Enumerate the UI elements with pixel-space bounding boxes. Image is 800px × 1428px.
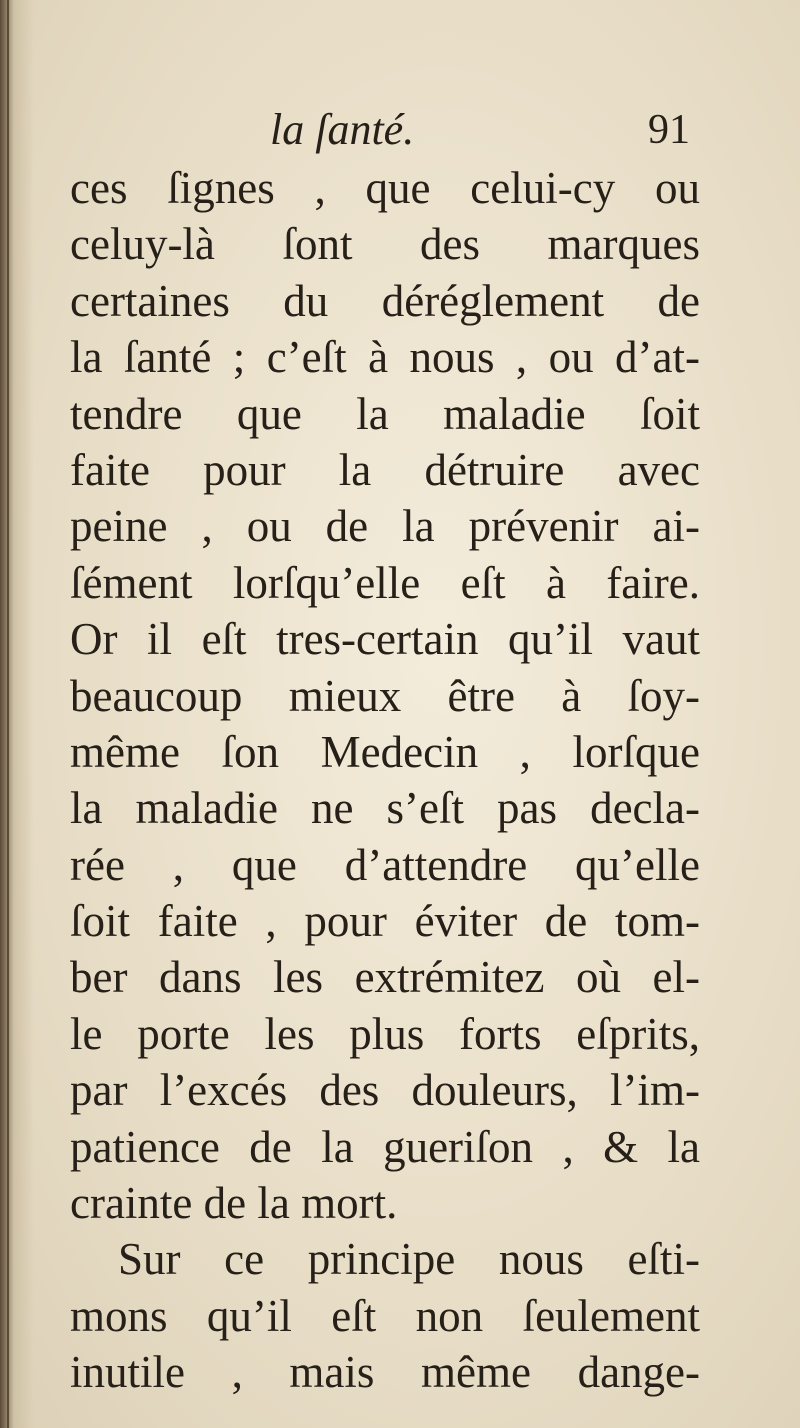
- text-line: le porte les plus forts eſprits,: [70, 1008, 700, 1059]
- text-line: la ſanté ; c’eſt à nous , ou d’at-: [70, 332, 700, 383]
- text-line: crainte de la mort.: [70, 1178, 398, 1229]
- body-text: [70, 160, 700, 1401]
- text-line: beaucoup mieux être à ſoy-: [70, 670, 700, 721]
- text-line: inutile , mais même dange-: [70, 1347, 700, 1398]
- text-line: faite pour la détruire avec: [70, 444, 700, 495]
- page-header: [60, 100, 690, 160]
- text-line: tendre que la maladie ſoit: [70, 388, 700, 439]
- text-line: la maladie ne s’eſt pas decla-: [70, 783, 700, 834]
- gutter-binding-line: [7, 0, 9, 1428]
- text-line: ſoit faite , pour éviter de tom-: [70, 896, 700, 947]
- book-gutter: [0, 0, 34, 1428]
- text-line: Sur ce principe nous eſti-: [118, 1234, 700, 1285]
- text-line: rée , que d’attendre qu’elle: [70, 839, 700, 890]
- running-title: la ſanté.: [270, 105, 415, 154]
- text-line: patience de la gueriſon , & la: [70, 1121, 700, 1172]
- text-line: par l’excés des douleurs, l’im-: [70, 1065, 700, 1116]
- text-line: ces ſignes , que celui-cy ou: [70, 163, 700, 213]
- text-line: ber dans les extrémitez où el-: [70, 952, 700, 1003]
- text-line: peine , ou de la prévenir ai-: [70, 501, 700, 552]
- text-line: mons qu’il eſt non ſeulement: [70, 1290, 700, 1341]
- text-line: certaines du déréglement de: [70, 275, 700, 326]
- text-line: celuy-là ſont des marques: [70, 219, 700, 270]
- text-line: même ſon Medecin , lorſque: [70, 726, 700, 777]
- text-line: ſément lorſqu’elle eſt à faire.: [70, 557, 700, 608]
- page-number: 91: [648, 107, 690, 153]
- text-line: Or il eſt tres-certain qu’il vaut: [70, 614, 700, 665]
